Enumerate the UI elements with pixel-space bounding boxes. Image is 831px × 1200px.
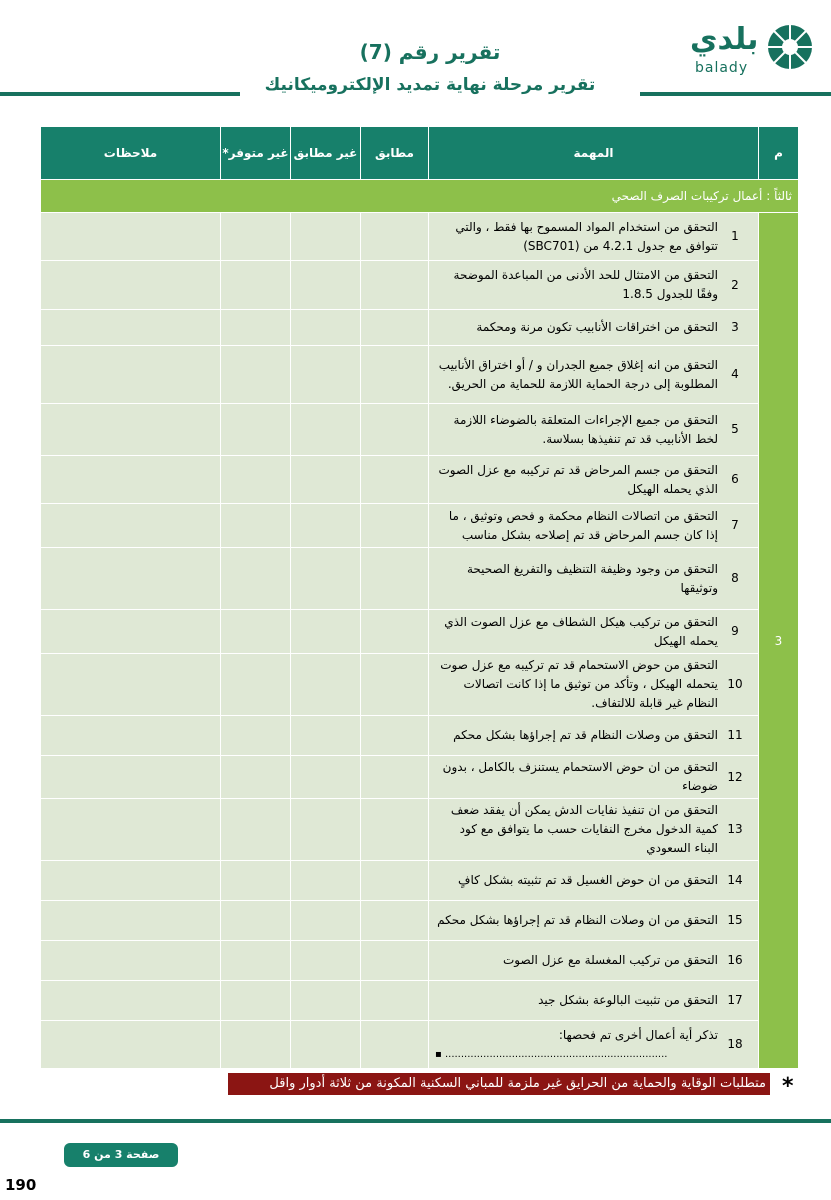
table-row (41, 310, 799, 346)
notes-cell[interactable] (41, 346, 221, 404)
task-cell (429, 310, 759, 346)
task-cell (429, 610, 759, 654)
task-cell (429, 213, 759, 261)
noncompliant-cell[interactable] (291, 756, 361, 799)
task-text: التحقق من ان تنفيذ نفايات الدش يمكن أن يفقد ضعف كمية الدخول مخرج النفايات حسب ما يتوافق مع كود البناء السعودي (450, 803, 718, 855)
notes-cell[interactable] (41, 213, 221, 261)
compliant-cell[interactable] (361, 901, 429, 941)
task-text: التحقق من استخدام المواد المسموح بها فقط ، والتي تتوافق مع جدول 4.2.1 من (SBC701) (455, 219, 718, 253)
unavailable-cell[interactable] (221, 456, 291, 504)
notes-cell[interactable] (41, 901, 221, 941)
noncompliant-cell[interactable] (291, 799, 361, 861)
noncompliant-cell[interactable] (291, 310, 361, 346)
noncompliant-cell[interactable] (291, 716, 361, 756)
noncompliant-cell[interactable] (291, 346, 361, 404)
table-row (41, 404, 799, 456)
unavailable-cell[interactable] (221, 861, 291, 901)
compliant-cell[interactable] (361, 799, 429, 861)
compliant-cell[interactable] (361, 941, 429, 981)
compliant-cell[interactable] (361, 346, 429, 404)
notes-cell[interactable] (41, 861, 221, 901)
row-number: 18 (727, 1037, 743, 1051)
unavailable-cell[interactable] (221, 610, 291, 654)
task-text: التحقق من ان حوض الغسيل قد تم تثبيته بشكل كافٍ (458, 873, 718, 887)
noncompliant-cell[interactable] (291, 548, 361, 610)
notes-cell[interactable] (41, 654, 221, 716)
noncompliant-cell[interactable] (291, 404, 361, 456)
header-notes: ملاحظات (41, 127, 221, 180)
task-cell (429, 261, 759, 310)
notes-cell[interactable] (41, 504, 221, 548)
task-text: التحقق من وجود وظيفة التنظيف والتفريغ الصحيحة وتوثيقها (467, 561, 718, 595)
task-text: التحقق من انه إغلاق جميع الجدران و / أو اختراق الأنابيب المطلوبة إلى درجة الحماية اللازمة للحماية من الحريق. (438, 357, 718, 391)
task-cell (429, 548, 759, 610)
section-row (41, 180, 799, 213)
row-number: 6 (731, 472, 739, 486)
compliant-cell[interactable] (361, 310, 429, 346)
notes-cell[interactable] (41, 456, 221, 504)
task-cell (429, 1021, 759, 1069)
compliant-cell[interactable] (361, 404, 429, 456)
notes-cell[interactable] (41, 756, 221, 799)
notes-cell[interactable] (41, 716, 221, 756)
task-text: التحقق من ان وصلات النظام قد تم إجراؤها بشكل محكم (437, 913, 718, 927)
unavailable-cell[interactable] (221, 716, 291, 756)
unavailable-cell[interactable] (221, 346, 291, 404)
table-row (41, 346, 799, 404)
footnote: متطلبات الوقاية والحماية من الحرايق غير ملزمة للمباني السكنية المكونة من ثلاثة أدوار واقل (228, 1073, 770, 1095)
header-noncompliant: غير مطابق (291, 127, 361, 180)
task-text: التحقق من ان حوض الاستحمام يستنزف بالكامل ، بدون ضوضاء (442, 760, 718, 793)
noncompliant-cell[interactable] (291, 1021, 361, 1069)
task-cell (429, 504, 759, 548)
unavailable-cell[interactable] (221, 901, 291, 941)
task-text: التحقق من تركيب هيكل الشطاف مع عزل الصوت الذي يحمله الهيكل (444, 614, 718, 648)
table-row (41, 901, 799, 941)
footer-divider (0, 1119, 831, 1123)
compliant-cell[interactable] (361, 213, 429, 261)
task-text: التحقق من حوض الاستحمام قد تم تركيبه مع عزل صوت يتحمله الهيكل ، وتأكد من توثيق ما إذا كانت اتصالات النظام غير قابلة للالتفاف. (440, 658, 718, 710)
noncompliant-cell[interactable] (291, 456, 361, 504)
table-row (41, 654, 799, 716)
unavailable-cell[interactable] (221, 548, 291, 610)
compliant-cell[interactable] (361, 1021, 429, 1069)
unavailable-cell[interactable] (221, 310, 291, 346)
row-number: 8 (731, 571, 739, 585)
unavailable-cell[interactable] (221, 1021, 291, 1069)
notes-cell[interactable] (41, 261, 221, 310)
task-text: التحقق من اتصالات النظام محكمة و فحص وتوثيق ، ما إذا كان جسم المرحاض قد تم إصلاحه بشكل مناسب (448, 508, 718, 542)
unavailable-cell[interactable] (221, 654, 291, 716)
compliant-cell[interactable] (361, 716, 429, 756)
compliant-cell[interactable] (361, 981, 429, 1021)
task-cell (429, 346, 759, 404)
notes-cell[interactable] (41, 548, 221, 610)
noncompliant-cell[interactable] (291, 610, 361, 654)
task-cell (429, 941, 759, 981)
table-row (41, 548, 799, 610)
noncompliant-cell[interactable] (291, 213, 361, 261)
page-header (0, 0, 831, 110)
task-text: التحقق من وصلات النظام قد تم إجراؤها بشكل محكم (453, 728, 718, 742)
task-cell (429, 861, 759, 901)
unavailable-cell[interactable] (221, 756, 291, 799)
notes-cell[interactable] (41, 941, 221, 981)
noncompliant-cell[interactable] (291, 861, 361, 901)
row-number: 17 (727, 993, 743, 1007)
noncompliant-cell[interactable] (291, 261, 361, 310)
table-row (41, 610, 799, 654)
row-number: 5 (731, 422, 739, 436)
task-text: التحقق من تركيب المغسلة مع عزل الصوت (503, 953, 718, 967)
row-number: 7 (731, 518, 739, 532)
task-text: التحقق من جميع الإجراءات المتعلقة بالضوضاء اللازمة لخط الأنابيب قد تم تنفيذها بسلاسة. (453, 412, 718, 446)
header-unavailable: غير متوفر* (221, 127, 291, 180)
task-cell (429, 799, 759, 861)
table-header-row (41, 127, 799, 180)
noncompliant-cell[interactable] (291, 941, 361, 981)
row-number: 10 (727, 677, 743, 691)
section-title: ثالثاً : أعمال تركيبات الصرف الصحي (41, 180, 799, 213)
row-number: 9 (731, 624, 739, 638)
footnote-star: * (782, 1074, 794, 1099)
task-cell (429, 981, 759, 1021)
compliant-cell[interactable] (361, 654, 429, 716)
table-row (41, 456, 799, 504)
task-cell (429, 756, 759, 799)
task-cell (429, 716, 759, 756)
row-number: 16 (727, 953, 743, 967)
table-row (41, 261, 799, 310)
row-number: 14 (727, 873, 743, 887)
header-num: م (759, 127, 799, 180)
logo-arabic-text: بلدي (690, 22, 759, 57)
table-row (41, 716, 799, 756)
table-row (41, 213, 799, 261)
task-cell (429, 456, 759, 504)
noncompliant-cell[interactable] (291, 504, 361, 548)
task-text: التحقق من الامتثال للحد الأدنى من المباعدة الموضحة وفقًا للجدول 1.8.5 (453, 268, 718, 301)
unavailable-cell[interactable] (221, 799, 291, 861)
unavailable-cell[interactable] (221, 981, 291, 1021)
unavailable-cell[interactable] (221, 213, 291, 261)
task-cell (429, 901, 759, 941)
unavailable-cell[interactable] (221, 404, 291, 456)
palm-icon (765, 22, 815, 72)
row-number: 3 (731, 320, 739, 334)
page-number: 190 (5, 1176, 37, 1194)
task-text: التحقق من تثبيت البالوعة بشكل جيد (538, 993, 718, 1007)
compliant-cell[interactable] (361, 261, 429, 310)
table-row (41, 756, 799, 799)
task-cell (429, 654, 759, 716)
compliant-cell[interactable] (361, 756, 429, 799)
task-text: التحقق من جسم المرحاض قد تم تركيبه مع عزل الصوت الذي يحمله الهيكل (438, 462, 718, 496)
noncompliant-cell[interactable] (291, 981, 361, 1021)
compliant-cell[interactable] (361, 548, 429, 610)
table-row (41, 799, 799, 861)
notes-cell[interactable] (41, 404, 221, 456)
notes-cell[interactable] (41, 799, 221, 861)
row-number: 1 (731, 229, 739, 243)
row-number: 4 (731, 367, 739, 381)
row-number: 15 (727, 913, 743, 927)
header-compliant: مطابق (361, 127, 429, 180)
noncompliant-cell[interactable] (291, 654, 361, 716)
inspection-table (40, 126, 799, 1069)
unavailable-cell[interactable] (221, 941, 291, 981)
section-number: 3 (759, 213, 799, 1069)
page-indicator: صفحة 3 من 6 (64, 1143, 178, 1167)
logo-english-text: balady (695, 60, 749, 76)
table-row (41, 981, 799, 1021)
row-number: 11 (727, 728, 743, 742)
header-divider-left (0, 92, 240, 96)
unavailable-cell[interactable] (221, 261, 291, 310)
compliant-cell[interactable] (361, 456, 429, 504)
task-text: التحقق من اختراقات الأنابيب تكون مرنة ومحكمة (476, 320, 718, 334)
row-number: 2 (731, 277, 739, 292)
notes-cell[interactable] (41, 981, 221, 1021)
notes-cell[interactable] (41, 310, 221, 346)
task-cell (429, 404, 759, 456)
header-divider-right (640, 92, 831, 96)
report-subtitle: تقرير مرحلة نهاية تمديد الإلكتروميكانيك (264, 75, 596, 95)
notes-cell[interactable] (41, 610, 221, 654)
row-number: 12 (727, 769, 743, 784)
unavailable-cell[interactable] (221, 504, 291, 548)
header-task: المهمة (429, 127, 759, 180)
table-row (41, 1021, 799, 1069)
report-title: تقرير رقم (7) (359, 40, 501, 64)
table-row (41, 941, 799, 981)
compliant-cell[interactable] (361, 504, 429, 548)
notes-cell[interactable] (41, 1021, 221, 1069)
table-row (41, 504, 799, 548)
compliant-cell[interactable] (361, 861, 429, 901)
task-text: تذكر أية أعمال أخرى تم فحصها: (558, 1027, 718, 1042)
balady-logo (690, 22, 820, 78)
noncompliant-cell[interactable] (291, 901, 361, 941)
table-row (41, 861, 799, 901)
compliant-cell[interactable] (361, 610, 429, 654)
dotted-line: ▪ ...................................................................... (435, 1048, 668, 1060)
row-number: 13 (727, 822, 743, 836)
